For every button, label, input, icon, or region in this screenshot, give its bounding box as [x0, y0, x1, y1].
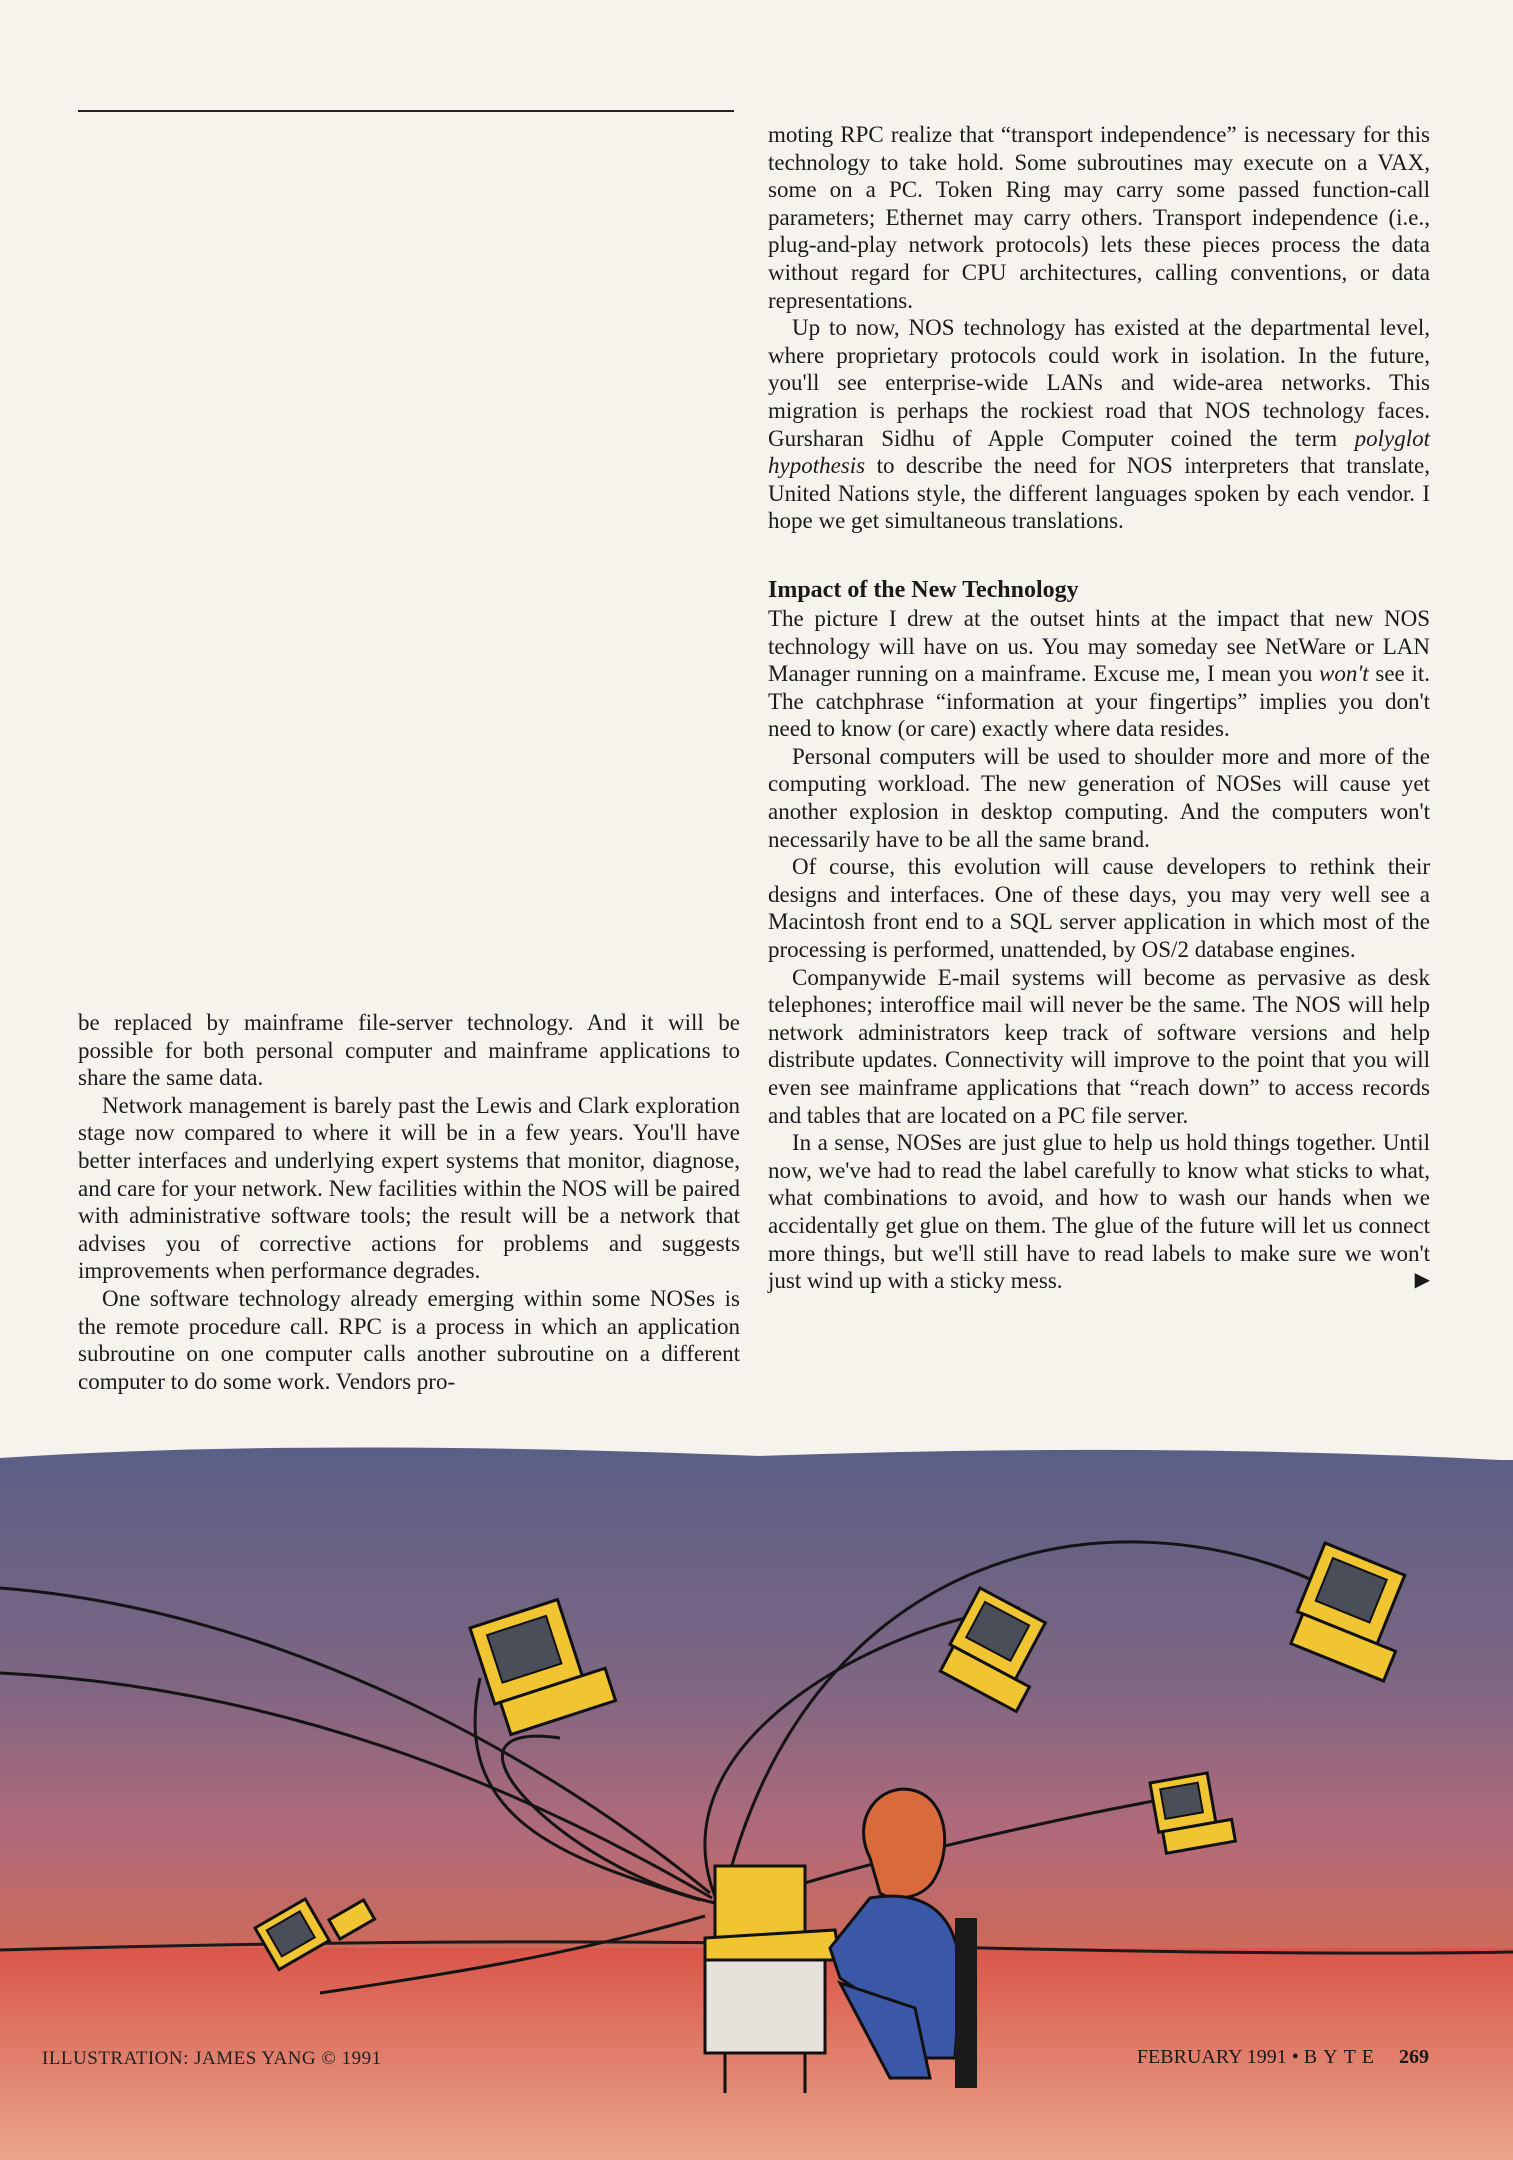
text-run: Up to now, NOS technology has existed at the departmental level, where proprietary protocols could work in isolation. In the future, you'll see enterprise-wide LANs and wide-area networks. This migration is perhaps the rockiest road that NOS technology faces. Gursharan Sidhu of Apple Computer coined the term	[768, 315, 1430, 451]
left-column	[78, 1009, 740, 1395]
right-paragraph: moting RPC realize that “transport independence” is necessary for this technology to take hold. Some subroutines may execute on a VAX, some on a PC. Token Ring may carry some passed function-call parameters; Ethernet may carry others. Transport independence (i.e., plug-and-play network protocols) lets these pieces process the data without regard for CPU architectures, calling conventions, or data representations.	[768, 122, 1430, 313]
end-mark-icon: ▶	[1414, 1269, 1430, 1292]
right-paragraph: Personal computers will be used to shoulder more and more of the computing workload. The new generation of NOSes will cause yet another explosion in desktop computing. And the computers won't necessarily have to be all the same brand.	[768, 743, 1430, 852]
issue-date: FEBRUARY 1991	[1136, 2046, 1287, 2068]
right-paragraph: Of course, this evolution will cause developers to rethink their designs and interfaces. One of these days, you may very well see a Macintosh front end to a SQL server application in which most of the processing is performed, unattended, by OS/2 database engines.	[768, 854, 1430, 963]
right-paragraph	[768, 314, 1430, 535]
bullet-separator: •	[1291, 2046, 1299, 2068]
italic-term: won't	[1319, 661, 1369, 687]
right-paragraph	[768, 605, 1430, 743]
page-footer	[1137, 2046, 1429, 2069]
section-heading: Impact of the New Technology	[768, 576, 1079, 603]
left-paragraph: be replaced by mainframe file-server technology. And it will be possible for both personal computer and mainframe applications to share the same data.	[78, 1010, 740, 1091]
top-rule	[78, 110, 734, 112]
right-paragraph	[768, 1129, 1430, 1295]
text-run: In a sense, NOSes are just glue to help us hold things together. Until now, we've had to read the label carefully to know what sticks to what, what combinations to avoid, and how to wash our hands when we accidentally get glue on them. The glue of the future will let us connect more things, but we'll still have to read labels to make sure we won't just wind up with a sticky mess.	[768, 1130, 1430, 1294]
right-column	[768, 121, 1430, 1295]
left-paragraph: One software technology already emerging within some NOSes is the remote procedure call. RPC is a process in which an application subroutine on one computer calls another subroutine on a different computer to do some work. Vendors pro-	[78, 1285, 740, 1394]
right-paragraph: Companywide E-mail systems will become as pervasive as desk telephones; interoffice mail will never be the same. The NOS will help network administrators keep track of software versions and help distribute updates. Connectivity will improve to the point that you will even see mainframe applications that “reach down” to access records and tables that are located on a PC file server.	[768, 964, 1430, 1128]
left-paragraph: Network management is barely past the Lewis and Clark exploration stage now compared to where it will be in a few years. You'll have better interfaces and underlying expert systems that monitor, diagnose, and care for your network. New facilities within the NOS will be paired with administrative software tools; the result will be a network that advises you of corrective actions for problems and suggests improvements when performance degrades.	[78, 1092, 740, 1284]
magazine-name: BYTE	[1303, 2046, 1380, 2068]
italic-term: polyglot hypothesis	[768, 425, 1430, 479]
page-number: 269	[1399, 2046, 1429, 2068]
text-run: see it. The catchphrase “information at your fingertips” implies you don't need to know (or care) exactly where data resides.	[768, 661, 1430, 742]
text-run: The picture I drew at the outset hints at the impact that new NOS technology will have on us. You may someday see NetWare or LAN Manager running on a mainframe. Excuse me, I mean you	[768, 605, 1430, 687]
text-run: to describe the need for NOS interpreters that translate, United Nations style, the different languages spoken by each vendor. I hope we get simultaneous translations.	[768, 453, 1430, 534]
illustration-credit: ILLUSTRATION: JAMES YANG © 1991	[42, 2048, 382, 2069]
